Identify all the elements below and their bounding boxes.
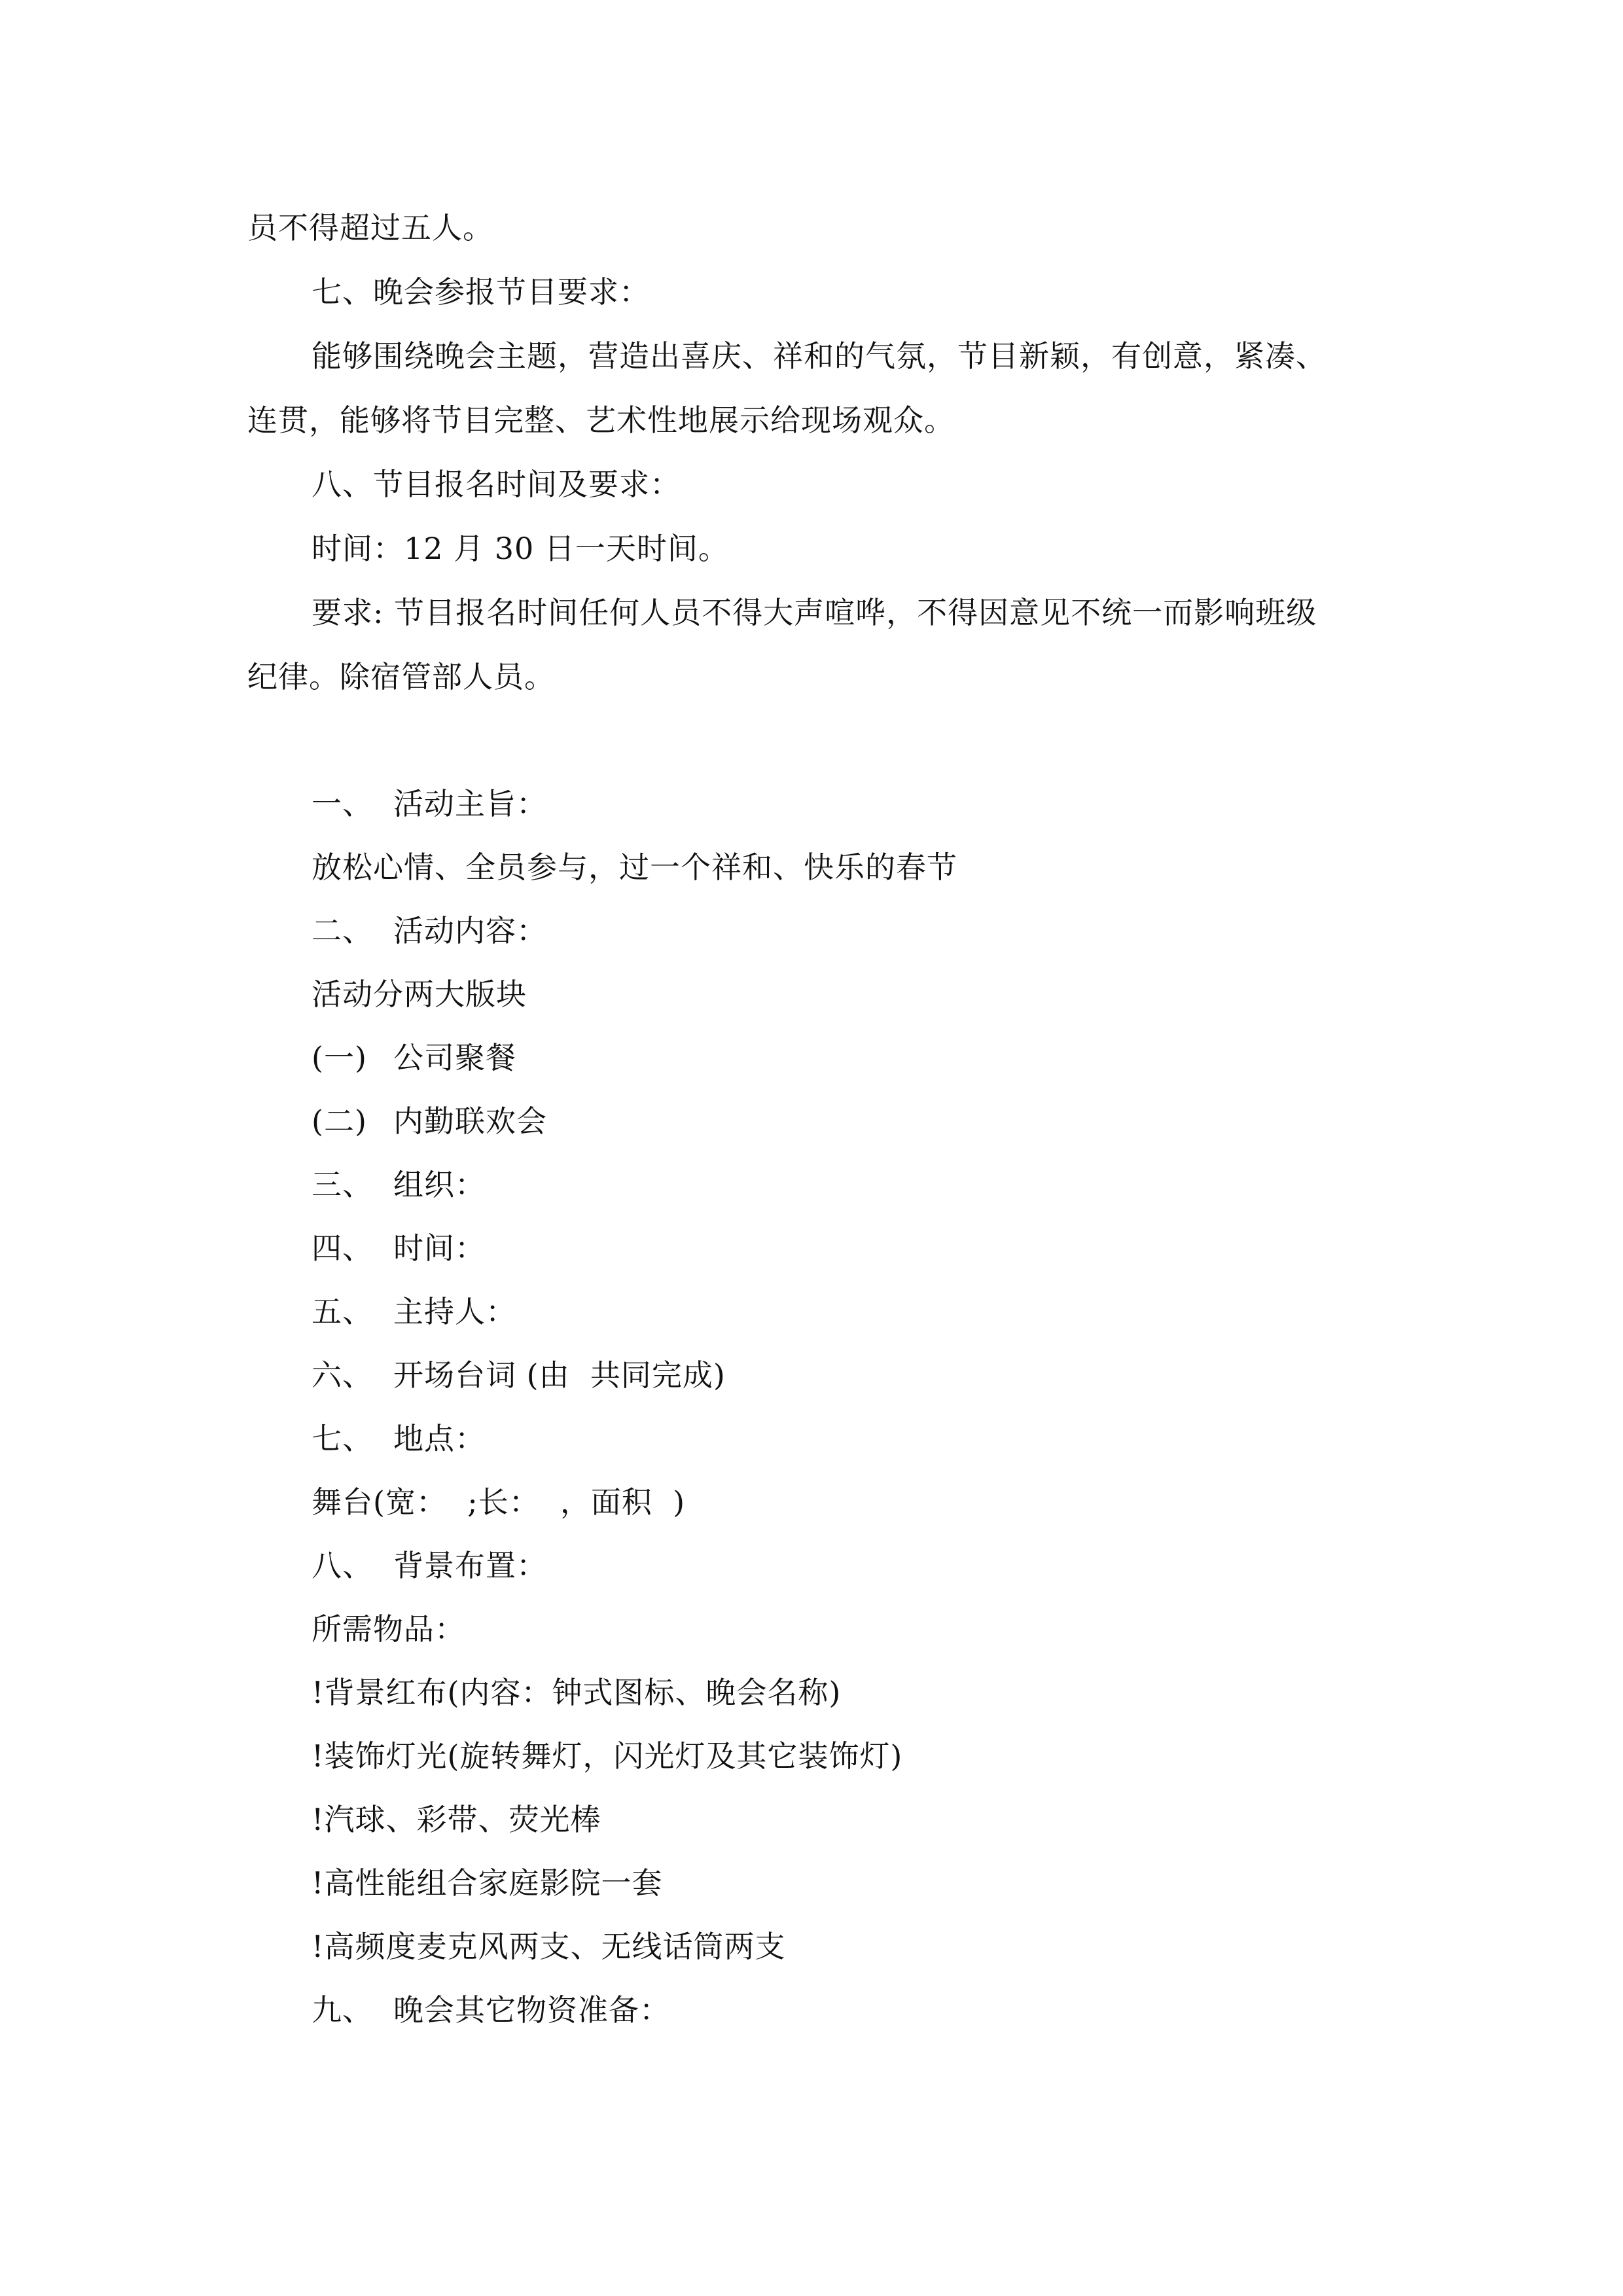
paragraph-registration-time: 时间：12 月 30 日一天时间。 xyxy=(312,531,729,566)
section-number: 三、 xyxy=(312,1167,373,1202)
subsection-item xyxy=(312,1103,547,1139)
section-title: 背景布置： xyxy=(393,1548,547,1583)
section-heading-3 xyxy=(312,1166,486,1203)
list-item: !装饰灯光(旋转舞灯，闪光灯及其它装饰灯) xyxy=(312,1738,903,1774)
subsection-item xyxy=(312,1039,516,1076)
list-item: !高性能组合家庭影院一套 xyxy=(312,1865,663,1901)
section-heading-9 xyxy=(312,1992,670,2028)
paragraph-registration-rules-line1: 要求: 节目报名时间任何人员不得大声喧哗，不得因意见不统一而影响班级 xyxy=(312,595,1317,630)
section-title: 地点： xyxy=(393,1421,486,1456)
section-number: 四、 xyxy=(312,1230,373,1266)
section-number: 二、 xyxy=(312,913,373,948)
subsection-number: (一) xyxy=(312,1040,367,1075)
paragraph-requirements-line2: 连贯，能够将节目完整、艺术性地展示给现场观众。 xyxy=(247,403,955,438)
list-item: !汽球、彩带、荧光棒 xyxy=(312,1802,601,1837)
section-title: 活动内容： xyxy=(393,913,547,948)
subsection-title: 公司聚餐 xyxy=(393,1040,516,1075)
section-body: 舞台(宽： ;长： ，面积 ) xyxy=(312,1484,686,1520)
section-heading-7 xyxy=(312,1420,486,1457)
section-number: 一、 xyxy=(312,786,373,821)
section-body: 放松心情、全员参与，过一个祥和、快乐的春节 xyxy=(312,850,957,885)
paragraph-continuation: 员不得超过五人。 xyxy=(247,210,493,245)
section-heading-2 xyxy=(312,912,547,949)
list-item: !背景红布(内容：钟式图标、晚会名称) xyxy=(312,1675,842,1710)
section-number: 五、 xyxy=(312,1294,373,1329)
section-number: 八、 xyxy=(312,1548,373,1583)
section-title: 组织： xyxy=(393,1167,486,1202)
section-heading-1 xyxy=(312,785,547,822)
section-title: 主持人： xyxy=(393,1294,516,1329)
paragraph-requirements-line1: 能够围绕晚会主题，营造出喜庆、祥和的气氛，节目新颖，有创意，紧凑、 xyxy=(312,338,1327,374)
section-heading-4 xyxy=(312,1230,486,1266)
section-heading-5 xyxy=(312,1293,516,1330)
section-title: 开场台词 (由 共同完成) xyxy=(393,1357,726,1393)
heading-program-requirements: 七、晚会参报节目要求： xyxy=(312,274,650,310)
section-number: 七、 xyxy=(312,1421,373,1456)
section-number: 九、 xyxy=(312,1992,373,2028)
section-title: 时间： xyxy=(393,1230,486,1266)
section-body: 活动分两大版块 xyxy=(312,977,527,1012)
section-body: 所需物品： xyxy=(312,1611,465,1647)
subsection-number: (二) xyxy=(312,1103,367,1139)
heading-registration: 八、节目报名时间及要求： xyxy=(312,467,681,502)
section-title: 晚会其它物资准备： xyxy=(393,1992,670,2028)
section-number: 六、 xyxy=(312,1357,373,1393)
section-title: 活动主旨： xyxy=(393,786,547,821)
section-heading-8 xyxy=(312,1547,547,1584)
section-heading-6 xyxy=(312,1357,726,1393)
subsection-title: 内勤联欢会 xyxy=(393,1103,547,1139)
paragraph-registration-rules-line2: 纪律。除宿管部人员。 xyxy=(247,659,555,694)
list-item: !高频度麦克风两支、无线话筒两支 xyxy=(312,1929,786,1964)
